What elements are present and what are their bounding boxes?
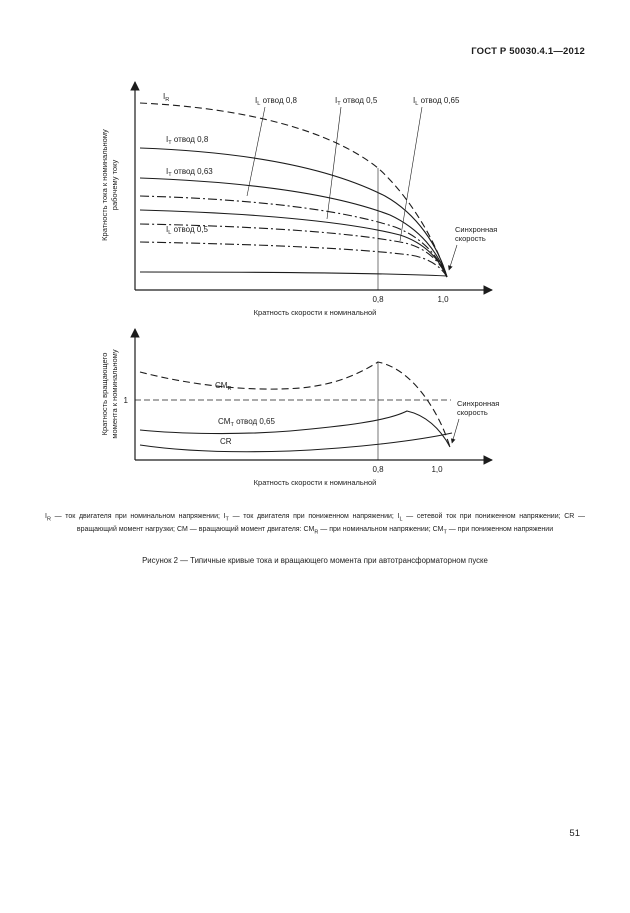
sync-speed-label-line2: скорость [455, 234, 486, 243]
x-tick-08: 0,8 [372, 465, 384, 474]
label-il-otvod-05: $I_L$ отвод 0,5 [166, 225, 208, 236]
y-tick-1: 1 [123, 396, 128, 405]
curve-cr [140, 433, 452, 452]
label-it-otvod-05: $I_T$ отвод 0,5 [335, 96, 378, 107]
label-it-otvod-063: $I_T$ отвод 0,63 [166, 167, 213, 178]
x-tick-08: 0,8 [372, 295, 384, 304]
label-cmr: $CM_R$ [215, 381, 232, 392]
sync-speed-arrow [449, 245, 457, 270]
curve-ir [140, 103, 447, 277]
label-ir: $I_R$ [163, 92, 170, 103]
figure-legend: $I_R$ — ток двигателя при номинальном напряжении; $I_T$ — ток двигателя при пониженном напряжении; $I_L$ — сетевой ток при пониженном напряжении; CR — вращающий момент нагрузки; CM — вращающий момент двигателя: $CM_R$ — при номинальном напряжении; $CM_T$ — при пониженном напряжении [45, 513, 585, 536]
current-curves-chart [95, 72, 530, 324]
label-it-otvod-08: $I_T$ отвод 0,8 [166, 135, 209, 146]
label-il-otvod-08: $I_L$ отвод 0,8 [255, 96, 297, 107]
sync-speed-label-line1: Синхронная [457, 399, 500, 408]
sync-speed-label-line1: Синхронная [455, 225, 498, 234]
page-number: 51 [569, 828, 580, 839]
x-tick-10: 1,0 [437, 295, 449, 304]
sync-speed-arrow [452, 419, 459, 443]
figure-caption: Рисунок 2 — Типичные кривые тока и вращающего момента при автотрансформаторном пуске [142, 556, 488, 565]
leader-line-il08 [247, 107, 265, 196]
label-cr: CR [220, 437, 232, 446]
leader-line-il065 [400, 107, 422, 241]
leader-line-it05 [327, 107, 341, 219]
curve-cmr [140, 362, 450, 447]
y-axis-title-line1: Кратность вращающего [100, 352, 109, 436]
y-axis-title-line1: Кратность тока к номинальному [100, 129, 109, 241]
x-axis-title: Кратность скорости к номинальной [253, 478, 377, 487]
label-il-otvod-065: $I_L$ отвод 0,65 [413, 96, 460, 107]
x-tick-10: 1,0 [431, 465, 443, 474]
sync-speed-label-line2: скорость [457, 408, 488, 417]
torque-curves-chart [95, 322, 530, 497]
y-axis-title-line2: рабочему току [110, 159, 119, 211]
x-axis-title: Кратность скорости к номинальной [253, 308, 377, 317]
rated-current-line [140, 272, 447, 276]
y-axis-title-line2: момента к номинальному [110, 349, 119, 439]
document-header: ГОСТ Р 50030.4.1—2012 [471, 46, 585, 57]
label-cmt-otvod-065: $CM_T$ отвод 0,65 [218, 417, 275, 428]
